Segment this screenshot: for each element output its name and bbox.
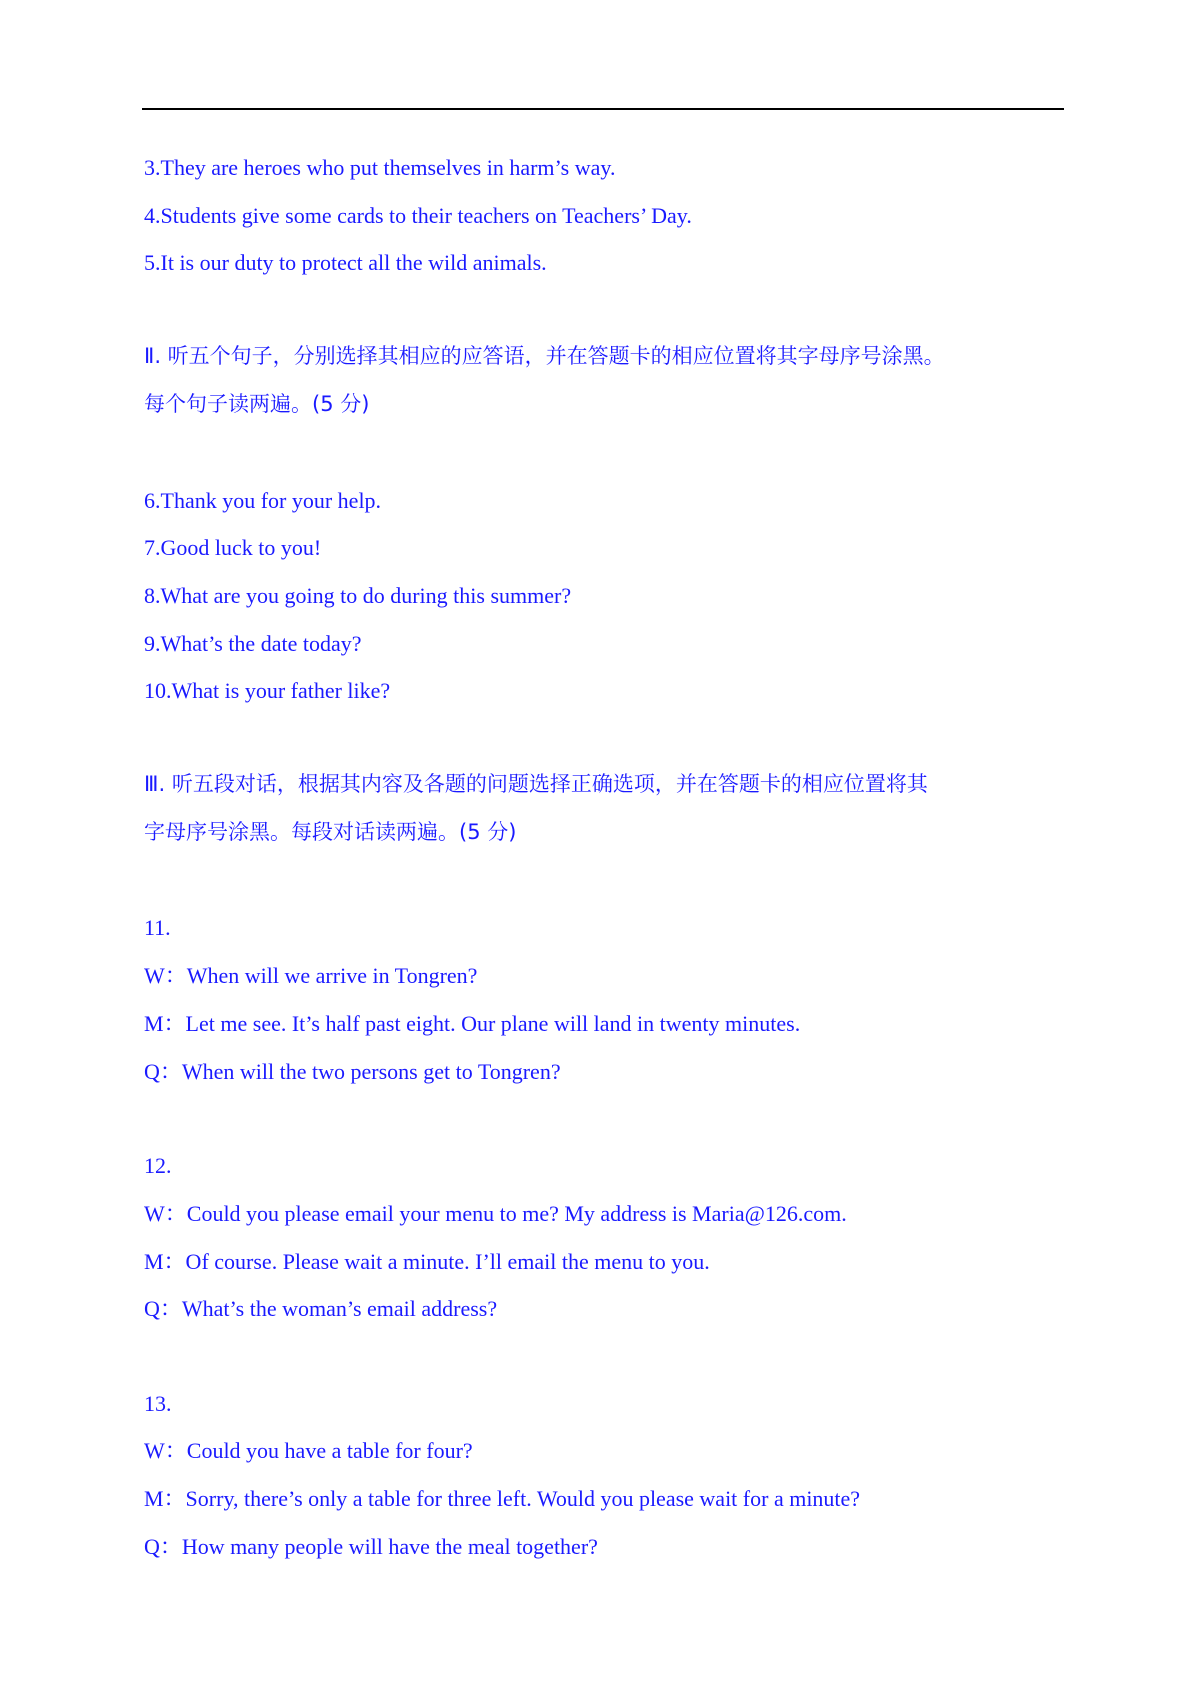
dialogue-12-man: M：Of course. Please wait a minute. I’ll email the menu to you.	[144, 1249, 710, 1274]
sentence-5: 5.It is our duty to protect all the wild animals.	[144, 250, 547, 275]
dialogue-11-woman: W：When will we arrive in Tongren?	[144, 963, 478, 988]
sentence-10: 10.What is your father like?	[144, 678, 391, 703]
sentence-4: 4.Students give some cards to their teachers on Teachers’ Day.	[144, 203, 692, 228]
dialogue-12-woman: W：Could you please email your menu to me? My address is Maria@126.com.	[144, 1201, 847, 1226]
dialogue-11-number: 11.	[144, 915, 171, 940]
dialogue-11-question: Q：When will the two persons get to Tongren?	[144, 1059, 561, 1084]
dialogue-12-number: 12.	[144, 1153, 172, 1178]
dialogue-13-number: 13.	[144, 1391, 172, 1416]
sentence-7: 7.Good luck to you!	[144, 535, 322, 560]
part2-heading-line2: 每个句子读两遍。(5 分)	[144, 392, 370, 416]
sentence-9: 9.What’s the date today?	[144, 631, 362, 656]
part3-heading-line2: 字母序号涂黑。每段对话读两遍。(5 分)	[144, 820, 517, 844]
sentence-6: 6.Thank you for your help.	[144, 488, 382, 513]
dialogue-13-man: M：Sorry, there’s only a table for three left. Would you please wait for a minute?	[144, 1486, 861, 1511]
part3-heading-line1: Ⅲ. 听五段对话，根据其内容及各题的问题选择正确选项，并在答题卡的相应位置将其	[144, 772, 928, 796]
sentence-3: 3.They are heroes who put themselves in harm’s way.	[144, 155, 616, 180]
header-rule	[142, 108, 1064, 110]
dialogue-11-man: M：Let me see. It’s half past eight. Our plane will land in twenty minutes.	[144, 1011, 801, 1036]
dialogue-13-question: Q：How many people will have the meal together?	[144, 1534, 598, 1559]
sentence-8: 8.What are you going to do during this summer?	[144, 583, 572, 608]
dialogue-13-woman: W：Could you have a table for four?	[144, 1438, 473, 1463]
dialogue-12-question: Q：What’s the woman’s email address?	[144, 1296, 498, 1321]
part2-heading-line1: Ⅱ. 听五个句子，分别选择其相应的应答语，并在答题卡的相应位置将其字母序号涂黑。	[144, 344, 945, 368]
